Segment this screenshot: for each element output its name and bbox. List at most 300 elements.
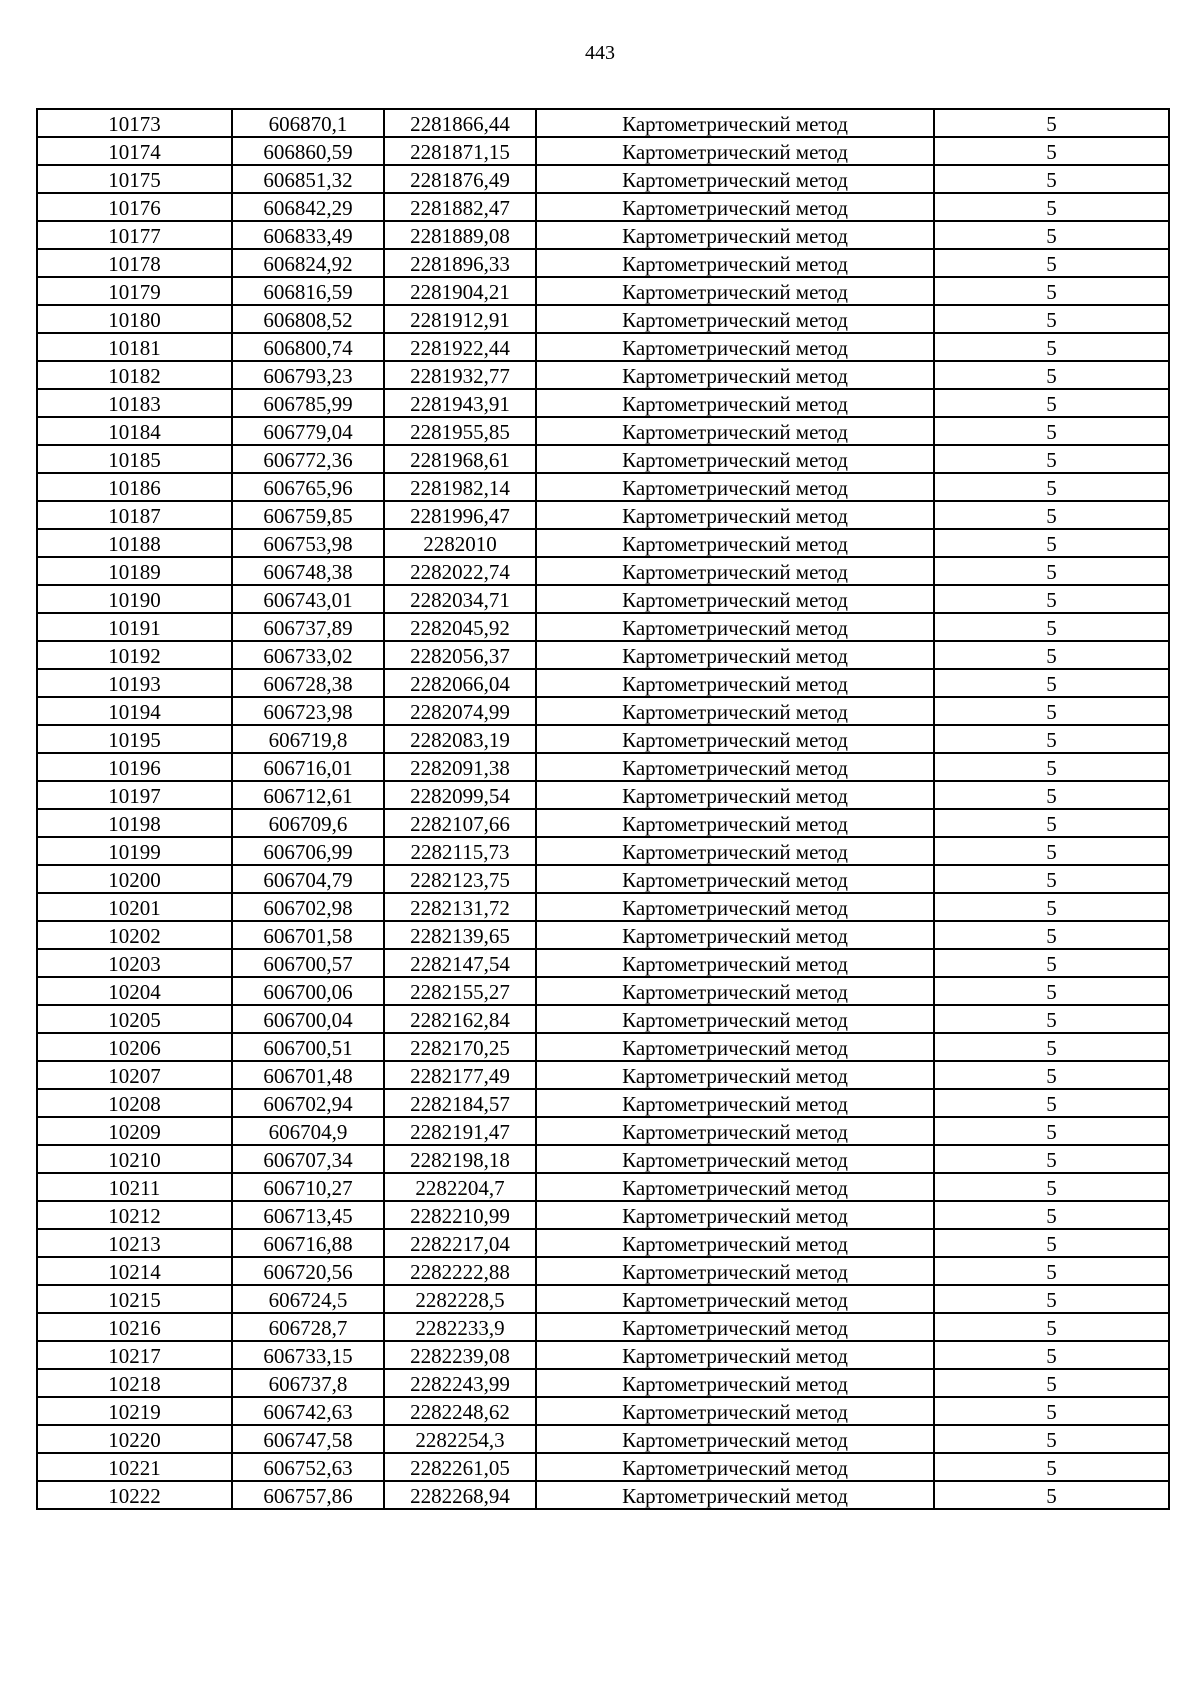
accuracy-cell: 5 bbox=[934, 417, 1169, 445]
y-coordinate-cell: 2282177,49 bbox=[384, 1061, 536, 1089]
method-cell: Картометрический метод bbox=[536, 1089, 934, 1117]
method-cell: Картометрический метод bbox=[536, 1369, 934, 1397]
table-row bbox=[37, 1229, 1169, 1257]
accuracy-cell: 5 bbox=[934, 921, 1169, 949]
point-number-cell: 10204 bbox=[37, 977, 232, 1005]
table-row bbox=[37, 1089, 1169, 1117]
accuracy-cell: 5 bbox=[934, 305, 1169, 333]
x-coordinate-cell: 606757,86 bbox=[232, 1481, 384, 1509]
y-coordinate-cell: 2282139,65 bbox=[384, 921, 536, 949]
method-cell: Картометрический метод bbox=[536, 781, 934, 809]
x-coordinate-cell: 606700,06 bbox=[232, 977, 384, 1005]
x-coordinate-cell: 606752,63 bbox=[232, 1453, 384, 1481]
table-row bbox=[37, 109, 1169, 137]
point-number-cell: 10205 bbox=[37, 1005, 232, 1033]
method-cell: Картометрический метод bbox=[536, 865, 934, 893]
x-coordinate-cell: 606728,7 bbox=[232, 1313, 384, 1341]
point-number-cell: 10211 bbox=[37, 1173, 232, 1201]
method-cell: Картометрический метод bbox=[536, 1173, 934, 1201]
table-row bbox=[37, 333, 1169, 361]
point-number-cell: 10176 bbox=[37, 193, 232, 221]
table-row bbox=[37, 865, 1169, 893]
y-coordinate-cell: 2281896,33 bbox=[384, 249, 536, 277]
table-row bbox=[37, 753, 1169, 781]
x-coordinate-cell: 606733,02 bbox=[232, 641, 384, 669]
accuracy-cell: 5 bbox=[934, 1369, 1169, 1397]
accuracy-cell: 5 bbox=[934, 1229, 1169, 1257]
method-cell: Картометрический метод bbox=[536, 1257, 934, 1285]
method-cell: Картометрический метод bbox=[536, 977, 934, 1005]
y-coordinate-cell: 2282239,08 bbox=[384, 1341, 536, 1369]
x-coordinate-cell: 606808,52 bbox=[232, 305, 384, 333]
method-cell: Картометрический метод bbox=[536, 1425, 934, 1453]
table-row bbox=[37, 949, 1169, 977]
method-cell: Картометрический метод bbox=[536, 221, 934, 249]
accuracy-cell: 5 bbox=[934, 193, 1169, 221]
y-coordinate-cell: 2282243,99 bbox=[384, 1369, 536, 1397]
coordinates-table-body bbox=[37, 109, 1169, 1509]
x-coordinate-cell: 606747,58 bbox=[232, 1425, 384, 1453]
y-coordinate-cell: 2282222,88 bbox=[384, 1257, 536, 1285]
page-number: 443 bbox=[585, 42, 615, 64]
y-coordinate-cell: 2282204,7 bbox=[384, 1173, 536, 1201]
x-coordinate-cell: 606701,58 bbox=[232, 921, 384, 949]
point-number-cell: 10216 bbox=[37, 1313, 232, 1341]
method-cell: Картометрический метод bbox=[536, 809, 934, 837]
point-number-cell: 10190 bbox=[37, 585, 232, 613]
table-row bbox=[37, 137, 1169, 165]
table-row bbox=[37, 1005, 1169, 1033]
y-coordinate-cell: 2282107,66 bbox=[384, 809, 536, 837]
method-cell: Картометрический метод bbox=[536, 725, 934, 753]
method-cell: Картометрический метод bbox=[536, 1481, 934, 1509]
y-coordinate-cell: 2281943,91 bbox=[384, 389, 536, 417]
accuracy-cell: 5 bbox=[934, 109, 1169, 137]
table-row bbox=[37, 697, 1169, 725]
point-number-cell: 10184 bbox=[37, 417, 232, 445]
method-cell: Картометрический метод bbox=[536, 501, 934, 529]
point-number-cell: 10179 bbox=[37, 277, 232, 305]
y-coordinate-cell: 2282123,75 bbox=[384, 865, 536, 893]
point-number-cell: 10195 bbox=[37, 725, 232, 753]
table-row bbox=[37, 613, 1169, 641]
accuracy-cell: 5 bbox=[934, 137, 1169, 165]
point-number-cell: 10212 bbox=[37, 1201, 232, 1229]
accuracy-cell: 5 bbox=[934, 1481, 1169, 1509]
table-row bbox=[37, 1481, 1169, 1509]
x-coordinate-cell: 606785,99 bbox=[232, 389, 384, 417]
method-cell: Картометрический метод bbox=[536, 1061, 934, 1089]
accuracy-cell: 5 bbox=[934, 1061, 1169, 1089]
accuracy-cell: 5 bbox=[934, 613, 1169, 641]
point-number-cell: 10201 bbox=[37, 893, 232, 921]
method-cell: Картометрический метод bbox=[536, 753, 934, 781]
point-number-cell: 10192 bbox=[37, 641, 232, 669]
accuracy-cell: 5 bbox=[934, 361, 1169, 389]
accuracy-cell: 5 bbox=[934, 1453, 1169, 1481]
accuracy-cell: 5 bbox=[934, 809, 1169, 837]
y-coordinate-cell: 2282066,04 bbox=[384, 669, 536, 697]
table-row bbox=[37, 725, 1169, 753]
y-coordinate-cell: 2282198,18 bbox=[384, 1145, 536, 1173]
method-cell: Картометрический метод bbox=[536, 1341, 934, 1369]
method-cell: Картометрический метод bbox=[536, 361, 934, 389]
method-cell: Картометрический метод bbox=[536, 1201, 934, 1229]
table-row bbox=[37, 1257, 1169, 1285]
y-coordinate-cell: 2282210,99 bbox=[384, 1201, 536, 1229]
accuracy-cell: 5 bbox=[934, 1313, 1169, 1341]
accuracy-cell: 5 bbox=[934, 165, 1169, 193]
y-coordinate-cell: 2282022,74 bbox=[384, 557, 536, 585]
y-coordinate-cell: 2282170,25 bbox=[384, 1033, 536, 1061]
y-coordinate-cell: 2282091,38 bbox=[384, 753, 536, 781]
accuracy-cell: 5 bbox=[934, 977, 1169, 1005]
table-row bbox=[37, 305, 1169, 333]
point-number-cell: 10220 bbox=[37, 1425, 232, 1453]
x-coordinate-cell: 606742,63 bbox=[232, 1397, 384, 1425]
point-number-cell: 10181 bbox=[37, 333, 232, 361]
point-number-cell: 10221 bbox=[37, 1453, 232, 1481]
method-cell: Картометрический метод bbox=[536, 1033, 934, 1061]
table-row bbox=[37, 585, 1169, 613]
x-coordinate-cell: 606704,79 bbox=[232, 865, 384, 893]
x-coordinate-cell: 606700,57 bbox=[232, 949, 384, 977]
method-cell: Картометрический метод bbox=[536, 1285, 934, 1313]
x-coordinate-cell: 606710,27 bbox=[232, 1173, 384, 1201]
point-number-cell: 10183 bbox=[37, 389, 232, 417]
point-number-cell: 10182 bbox=[37, 361, 232, 389]
x-coordinate-cell: 606772,36 bbox=[232, 445, 384, 473]
accuracy-cell: 5 bbox=[934, 1117, 1169, 1145]
table-row bbox=[37, 529, 1169, 557]
table-row bbox=[37, 837, 1169, 865]
point-number-cell: 10185 bbox=[37, 445, 232, 473]
x-coordinate-cell: 606709,6 bbox=[232, 809, 384, 837]
y-coordinate-cell: 2282115,73 bbox=[384, 837, 536, 865]
y-coordinate-cell: 2282147,54 bbox=[384, 949, 536, 977]
method-cell: Картометрический метод bbox=[536, 109, 934, 137]
table-row bbox=[37, 669, 1169, 697]
y-coordinate-cell: 2281955,85 bbox=[384, 417, 536, 445]
y-coordinate-cell: 2282099,54 bbox=[384, 781, 536, 809]
method-cell: Картометрический метод bbox=[536, 837, 934, 865]
y-coordinate-cell: 2282233,9 bbox=[384, 1313, 536, 1341]
x-coordinate-cell: 606793,23 bbox=[232, 361, 384, 389]
table-row bbox=[37, 1033, 1169, 1061]
accuracy-cell: 5 bbox=[934, 865, 1169, 893]
accuracy-cell: 5 bbox=[934, 249, 1169, 277]
accuracy-cell: 5 bbox=[934, 1341, 1169, 1369]
accuracy-cell: 5 bbox=[934, 1257, 1169, 1285]
point-number-cell: 10188 bbox=[37, 529, 232, 557]
point-number-cell: 10218 bbox=[37, 1369, 232, 1397]
accuracy-cell: 5 bbox=[934, 277, 1169, 305]
point-number-cell: 10189 bbox=[37, 557, 232, 585]
x-coordinate-cell: 606702,98 bbox=[232, 893, 384, 921]
x-coordinate-cell: 606728,38 bbox=[232, 669, 384, 697]
y-coordinate-cell: 2282083,19 bbox=[384, 725, 536, 753]
point-number-cell: 10180 bbox=[37, 305, 232, 333]
method-cell: Картометрический метод bbox=[536, 949, 934, 977]
x-coordinate-cell: 606719,8 bbox=[232, 725, 384, 753]
y-coordinate-cell: 2281996,47 bbox=[384, 501, 536, 529]
point-number-cell: 10208 bbox=[37, 1089, 232, 1117]
point-number-cell: 10191 bbox=[37, 613, 232, 641]
y-coordinate-cell: 2282184,57 bbox=[384, 1089, 536, 1117]
accuracy-cell: 5 bbox=[934, 837, 1169, 865]
x-coordinate-cell: 606706,99 bbox=[232, 837, 384, 865]
point-number-cell: 10200 bbox=[37, 865, 232, 893]
x-coordinate-cell: 606833,49 bbox=[232, 221, 384, 249]
accuracy-cell: 5 bbox=[934, 333, 1169, 361]
accuracy-cell: 5 bbox=[934, 697, 1169, 725]
table-row bbox=[37, 1397, 1169, 1425]
method-cell: Картометрический метод bbox=[536, 249, 934, 277]
point-number-cell: 10213 bbox=[37, 1229, 232, 1257]
table-row bbox=[37, 1145, 1169, 1173]
point-number-cell: 10210 bbox=[37, 1145, 232, 1173]
point-number-cell: 10186 bbox=[37, 473, 232, 501]
accuracy-cell: 5 bbox=[934, 781, 1169, 809]
table-row bbox=[37, 1453, 1169, 1481]
y-coordinate-cell: 2282162,84 bbox=[384, 1005, 536, 1033]
x-coordinate-cell: 606720,56 bbox=[232, 1257, 384, 1285]
y-coordinate-cell: 2281904,21 bbox=[384, 277, 536, 305]
table-row bbox=[37, 1173, 1169, 1201]
y-coordinate-cell: 2282034,71 bbox=[384, 585, 536, 613]
accuracy-cell: 5 bbox=[934, 1285, 1169, 1313]
accuracy-cell: 5 bbox=[934, 1201, 1169, 1229]
point-number-cell: 10214 bbox=[37, 1257, 232, 1285]
x-coordinate-cell: 606870,1 bbox=[232, 109, 384, 137]
method-cell: Картометрический метод bbox=[536, 277, 934, 305]
y-coordinate-cell: 2282261,05 bbox=[384, 1453, 536, 1481]
x-coordinate-cell: 606759,85 bbox=[232, 501, 384, 529]
method-cell: Картометрический метод bbox=[536, 669, 934, 697]
accuracy-cell: 5 bbox=[934, 445, 1169, 473]
method-cell: Картометрический метод bbox=[536, 445, 934, 473]
x-coordinate-cell: 606753,98 bbox=[232, 529, 384, 557]
accuracy-cell: 5 bbox=[934, 949, 1169, 977]
table-row bbox=[37, 501, 1169, 529]
y-coordinate-cell: 2282268,94 bbox=[384, 1481, 536, 1509]
x-coordinate-cell: 606737,89 bbox=[232, 613, 384, 641]
method-cell: Картометрический метод bbox=[536, 417, 934, 445]
point-number-cell: 10206 bbox=[37, 1033, 232, 1061]
method-cell: Картометрический метод bbox=[536, 1117, 934, 1145]
table-row bbox=[37, 445, 1169, 473]
accuracy-cell: 5 bbox=[934, 501, 1169, 529]
x-coordinate-cell: 606700,51 bbox=[232, 1033, 384, 1061]
table-row bbox=[37, 193, 1169, 221]
method-cell: Картометрический метод bbox=[536, 921, 934, 949]
table-row bbox=[37, 389, 1169, 417]
x-coordinate-cell: 606824,92 bbox=[232, 249, 384, 277]
y-coordinate-cell: 2282056,37 bbox=[384, 641, 536, 669]
table-row bbox=[37, 277, 1169, 305]
y-coordinate-cell: 2282045,92 bbox=[384, 613, 536, 641]
table-row bbox=[37, 557, 1169, 585]
method-cell: Картометрический метод bbox=[536, 1005, 934, 1033]
method-cell: Картометрический метод bbox=[536, 697, 934, 725]
x-coordinate-cell: 606748,38 bbox=[232, 557, 384, 585]
table-row bbox=[37, 893, 1169, 921]
method-cell: Картометрический метод bbox=[536, 613, 934, 641]
x-coordinate-cell: 606723,98 bbox=[232, 697, 384, 725]
point-number-cell: 10194 bbox=[37, 697, 232, 725]
x-coordinate-cell: 606702,94 bbox=[232, 1089, 384, 1117]
method-cell: Картометрический метод bbox=[536, 1313, 934, 1341]
accuracy-cell: 5 bbox=[934, 641, 1169, 669]
table-row bbox=[37, 249, 1169, 277]
table-row bbox=[37, 473, 1169, 501]
x-coordinate-cell: 606860,59 bbox=[232, 137, 384, 165]
method-cell: Картометрический метод bbox=[536, 165, 934, 193]
table-row bbox=[37, 1369, 1169, 1397]
accuracy-cell: 5 bbox=[934, 529, 1169, 557]
y-coordinate-cell: 2282191,47 bbox=[384, 1117, 536, 1145]
x-coordinate-cell: 606713,45 bbox=[232, 1201, 384, 1229]
method-cell: Картометрический метод bbox=[536, 529, 934, 557]
point-number-cell: 10202 bbox=[37, 921, 232, 949]
x-coordinate-cell: 606704,9 bbox=[232, 1117, 384, 1145]
y-coordinate-cell: 2281932,77 bbox=[384, 361, 536, 389]
method-cell: Картометрический метод bbox=[536, 893, 934, 921]
table-row bbox=[37, 921, 1169, 949]
point-number-cell: 10197 bbox=[37, 781, 232, 809]
point-number-cell: 10173 bbox=[37, 109, 232, 137]
method-cell: Картометрический метод bbox=[536, 1397, 934, 1425]
accuracy-cell: 5 bbox=[934, 557, 1169, 585]
y-coordinate-cell: 2281871,15 bbox=[384, 137, 536, 165]
y-coordinate-cell: 2282010 bbox=[384, 529, 536, 557]
x-coordinate-cell: 606724,5 bbox=[232, 1285, 384, 1313]
point-number-cell: 10196 bbox=[37, 753, 232, 781]
x-coordinate-cell: 606842,29 bbox=[232, 193, 384, 221]
point-number-cell: 10207 bbox=[37, 1061, 232, 1089]
method-cell: Картометрический метод bbox=[536, 1229, 934, 1257]
point-number-cell: 10187 bbox=[37, 501, 232, 529]
accuracy-cell: 5 bbox=[934, 585, 1169, 613]
x-coordinate-cell: 606712,61 bbox=[232, 781, 384, 809]
point-number-cell: 10217 bbox=[37, 1341, 232, 1369]
point-number-cell: 10175 bbox=[37, 165, 232, 193]
x-coordinate-cell: 606737,8 bbox=[232, 1369, 384, 1397]
table-row bbox=[37, 781, 1169, 809]
x-coordinate-cell: 606743,01 bbox=[232, 585, 384, 613]
y-coordinate-cell: 2282217,04 bbox=[384, 1229, 536, 1257]
table-row bbox=[37, 977, 1169, 1005]
x-coordinate-cell: 606707,34 bbox=[232, 1145, 384, 1173]
point-number-cell: 10215 bbox=[37, 1285, 232, 1313]
point-number-cell: 10198 bbox=[37, 809, 232, 837]
y-coordinate-cell: 2282131,72 bbox=[384, 893, 536, 921]
accuracy-cell: 5 bbox=[934, 1173, 1169, 1201]
x-coordinate-cell: 606700,04 bbox=[232, 1005, 384, 1033]
table-row bbox=[37, 1285, 1169, 1313]
y-coordinate-cell: 2281866,44 bbox=[384, 109, 536, 137]
table-row bbox=[37, 1201, 1169, 1229]
table-row bbox=[37, 417, 1169, 445]
table-row bbox=[37, 809, 1169, 837]
accuracy-cell: 5 bbox=[934, 893, 1169, 921]
y-coordinate-cell: 2281889,08 bbox=[384, 221, 536, 249]
accuracy-cell: 5 bbox=[934, 725, 1169, 753]
method-cell: Картометрический метод bbox=[536, 1453, 934, 1481]
table-row bbox=[37, 1117, 1169, 1145]
y-coordinate-cell: 2281922,44 bbox=[384, 333, 536, 361]
x-coordinate-cell: 606800,74 bbox=[232, 333, 384, 361]
method-cell: Картометрический метод bbox=[536, 137, 934, 165]
y-coordinate-cell: 2281876,49 bbox=[384, 165, 536, 193]
method-cell: Картометрический метод bbox=[536, 333, 934, 361]
y-coordinate-cell: 2282155,27 bbox=[384, 977, 536, 1005]
table-row bbox=[37, 221, 1169, 249]
accuracy-cell: 5 bbox=[934, 1005, 1169, 1033]
accuracy-cell: 5 bbox=[934, 221, 1169, 249]
x-coordinate-cell: 606716,88 bbox=[232, 1229, 384, 1257]
method-cell: Картометрический метод bbox=[536, 585, 934, 613]
coordinates-table bbox=[36, 108, 1170, 1510]
x-coordinate-cell: 606851,32 bbox=[232, 165, 384, 193]
point-number-cell: 10193 bbox=[37, 669, 232, 697]
table-row bbox=[37, 165, 1169, 193]
x-coordinate-cell: 606816,59 bbox=[232, 277, 384, 305]
accuracy-cell: 5 bbox=[934, 669, 1169, 697]
point-number-cell: 10222 bbox=[37, 1481, 232, 1509]
point-number-cell: 10209 bbox=[37, 1117, 232, 1145]
x-coordinate-cell: 606701,48 bbox=[232, 1061, 384, 1089]
method-cell: Картометрический метод bbox=[536, 1145, 934, 1173]
method-cell: Картометрический метод bbox=[536, 305, 934, 333]
x-coordinate-cell: 606779,04 bbox=[232, 417, 384, 445]
table-row bbox=[37, 1313, 1169, 1341]
accuracy-cell: 5 bbox=[934, 1425, 1169, 1453]
y-coordinate-cell: 2282228,5 bbox=[384, 1285, 536, 1313]
x-coordinate-cell: 606716,01 bbox=[232, 753, 384, 781]
accuracy-cell: 5 bbox=[934, 1033, 1169, 1061]
table-row bbox=[37, 1425, 1169, 1453]
accuracy-cell: 5 bbox=[934, 1397, 1169, 1425]
x-coordinate-cell: 606733,15 bbox=[232, 1341, 384, 1369]
table-row bbox=[37, 641, 1169, 669]
accuracy-cell: 5 bbox=[934, 473, 1169, 501]
point-number-cell: 10174 bbox=[37, 137, 232, 165]
y-coordinate-cell: 2282074,99 bbox=[384, 697, 536, 725]
point-number-cell: 10219 bbox=[37, 1397, 232, 1425]
accuracy-cell: 5 bbox=[934, 1145, 1169, 1173]
y-coordinate-cell: 2282248,62 bbox=[384, 1397, 536, 1425]
y-coordinate-cell: 2281968,61 bbox=[384, 445, 536, 473]
table-row bbox=[37, 1061, 1169, 1089]
accuracy-cell: 5 bbox=[934, 389, 1169, 417]
table-row bbox=[37, 1341, 1169, 1369]
table-row bbox=[37, 361, 1169, 389]
y-coordinate-cell: 2282254,3 bbox=[384, 1425, 536, 1453]
y-coordinate-cell: 2281882,47 bbox=[384, 193, 536, 221]
accuracy-cell: 5 bbox=[934, 1089, 1169, 1117]
point-number-cell: 10199 bbox=[37, 837, 232, 865]
method-cell: Картометрический метод bbox=[536, 557, 934, 585]
point-number-cell: 10203 bbox=[37, 949, 232, 977]
y-coordinate-cell: 2281982,14 bbox=[384, 473, 536, 501]
method-cell: Картометрический метод bbox=[536, 193, 934, 221]
method-cell: Картометрический метод bbox=[536, 389, 934, 417]
method-cell: Картометрический метод bbox=[536, 473, 934, 501]
y-coordinate-cell: 2281912,91 bbox=[384, 305, 536, 333]
x-coordinate-cell: 606765,96 bbox=[232, 473, 384, 501]
point-number-cell: 10178 bbox=[37, 249, 232, 277]
